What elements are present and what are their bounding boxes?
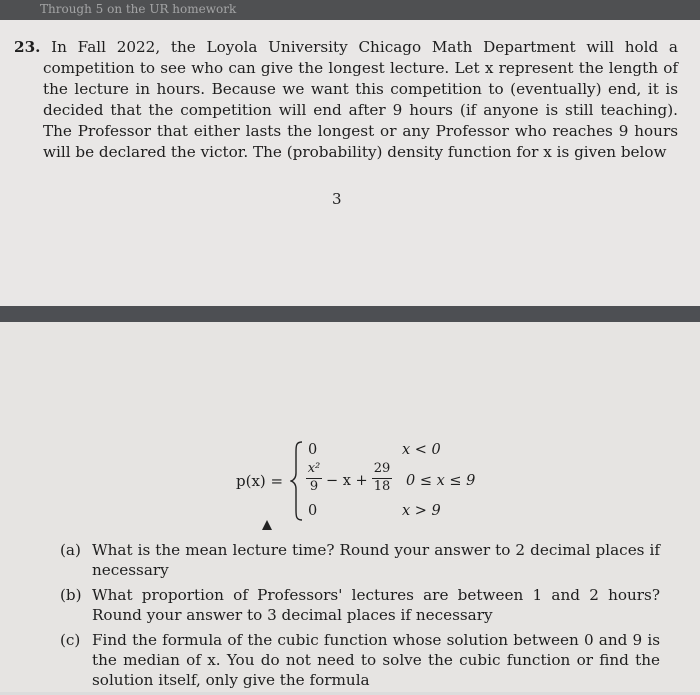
case2-denominator-2: 18 bbox=[373, 479, 391, 494]
density-function bbox=[230, 438, 530, 526]
part-c-label: (c) bbox=[60, 631, 81, 649]
page-number: 3 bbox=[332, 190, 342, 208]
case3-value: 0 bbox=[308, 503, 318, 519]
part-b bbox=[60, 585, 660, 625]
case1-value: 0 bbox=[308, 442, 318, 458]
case2-denominator: 9 bbox=[309, 479, 319, 494]
part-c-text: Find the formula of the cubic function whose solution between 0 and 9 is the median of x. You do not need to solve the cubic function or find the solution itself, only give the formula bbox=[92, 631, 660, 689]
part-b-label: (b) bbox=[60, 586, 82, 604]
case2-condition: 0 ≤ x ≤ 9 bbox=[406, 473, 476, 489]
left-brace-icon bbox=[290, 440, 304, 522]
pdf-lhs-var: (x) = bbox=[245, 472, 284, 490]
case1-condition: x < 0 bbox=[402, 442, 441, 458]
pdf-lhs: p(x) = bbox=[236, 472, 284, 490]
part-a-label: (a) bbox=[60, 541, 81, 559]
part-a-text: What is the mean lecture time? Round your answer to 2 decimal places if necessary bbox=[92, 541, 660, 579]
problem-number: 23. bbox=[14, 38, 41, 56]
part-b-text: What proportion of Professors' lectures are between 1 and 2 hours? Round your answer to 3 decimal places if necessary bbox=[92, 586, 660, 624]
case2-numerator-2: 29 bbox=[373, 461, 391, 476]
question-parts bbox=[60, 540, 660, 695]
case2-fraction-1 bbox=[306, 462, 322, 494]
case3-condition: x > 9 bbox=[402, 503, 441, 519]
part-a bbox=[60, 540, 660, 580]
part-c bbox=[60, 630, 660, 690]
previous-page-edge bbox=[0, 0, 700, 20]
problem-paragraph bbox=[14, 37, 678, 163]
case2-numerator: x² bbox=[307, 461, 321, 476]
case2-fraction-2 bbox=[372, 462, 392, 494]
case2-middle: − x + bbox=[326, 473, 368, 489]
cut-off-header-text: Through 5 on the UR homework bbox=[40, 2, 237, 16]
page-divider bbox=[0, 306, 700, 322]
mouse-cursor-icon bbox=[262, 520, 272, 530]
problem-statement bbox=[14, 37, 678, 163]
problem-text: In Fall 2022, the Loyola University Chicago Math Department will hold a competition to see who can give the longest lecture. Let x represent the length of the lecture in hours. Because we want this competition to (eventually) end, it is decided that the competition will end after 9 hours (if anyone is still teaching). The Professor that either lasts the longest or any Professor who reaches 9 hours will be declared the victor. The (probability) density function for x is given below bbox=[43, 38, 678, 161]
